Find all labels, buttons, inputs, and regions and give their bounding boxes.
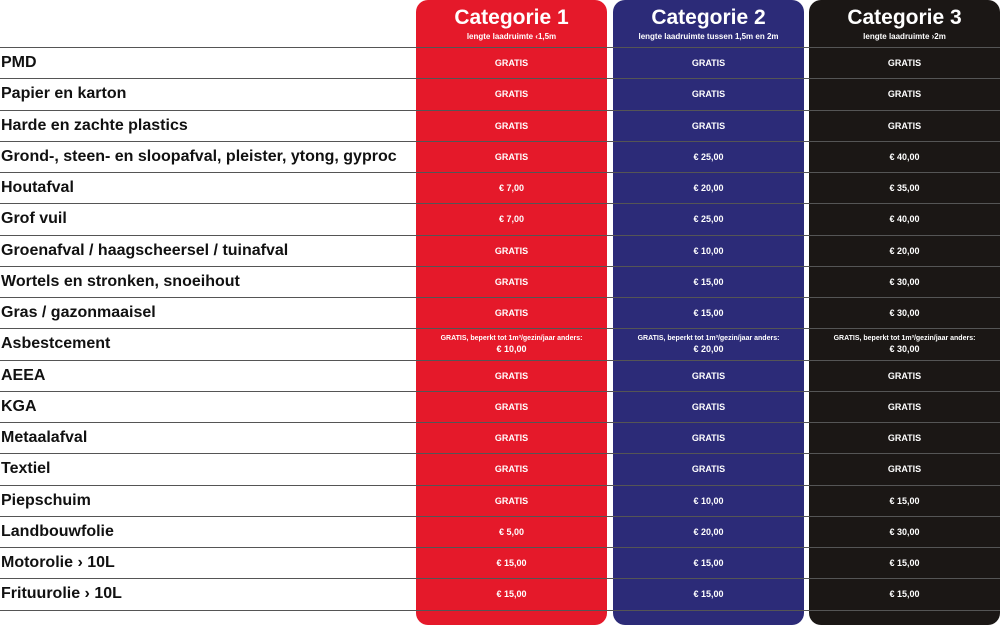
price-cell: GRATIS	[691, 370, 726, 381]
price-cell: GRATIS	[494, 151, 529, 162]
waste-type-label: KGA	[1, 397, 37, 415]
waste-type-label: AEEA	[1, 366, 46, 384]
price-cell: € 35,00	[889, 182, 920, 193]
price-cell: € 15,00	[889, 495, 920, 506]
price-cell: GRATIS	[887, 432, 922, 443]
price-note: GRATIS, beperkt tot 1m³/gezin/jaar anders:	[440, 334, 583, 342]
price-cell: € 15,00	[693, 276, 724, 287]
price-cell: GRATIS	[691, 57, 726, 68]
price-cell: € 15,00	[889, 557, 920, 568]
price-cell: € 30,00	[889, 526, 920, 537]
price-cell	[416, 328, 607, 359]
price-cell: € 10,00	[693, 245, 724, 256]
price-cell: GRATIS	[887, 120, 922, 131]
price-cell: GRATIS	[494, 307, 529, 318]
waste-type-label: Grond-, steen- en sloopafval, pleister, ytong, gyproc	[1, 147, 397, 165]
price-cell: € 7,00	[498, 182, 525, 193]
waste-type-label: PMD	[1, 53, 37, 71]
price-cell: € 7,00	[498, 213, 525, 224]
price-cell: GRATIS	[691, 88, 726, 99]
price-value: € 20,00	[693, 343, 724, 354]
waste-type-label: Metaalafval	[1, 428, 88, 446]
price-cell: € 15,00	[496, 557, 527, 568]
price-cell: GRATIS	[494, 463, 529, 474]
price-cell: € 15,00	[693, 307, 724, 318]
waste-type-label: Frituurolie › 10L	[1, 584, 122, 602]
waste-type-label: Piepschuim	[1, 491, 91, 509]
category-2-title: Categorie 2	[651, 6, 766, 29]
price-cell: GRATIS	[494, 495, 529, 506]
price-cell: GRATIS	[494, 245, 529, 256]
price-cell: € 5,00	[498, 526, 525, 537]
price-cell: € 30,00	[889, 276, 920, 287]
waste-type-label: Harde en zachte plastics	[1, 116, 188, 134]
price-cell: € 40,00	[889, 151, 920, 162]
price-cell: GRATIS	[887, 401, 922, 412]
price-cell: € 20,00	[693, 526, 724, 537]
waste-type-label: Papier en karton	[1, 84, 127, 102]
waste-type-label: Wortels en stronken, snoeihout	[1, 272, 240, 290]
waste-type-label: Grof vuil	[1, 209, 67, 227]
category-1-column	[416, 0, 607, 625]
price-cell: GRATIS	[691, 463, 726, 474]
price-cell: € 40,00	[889, 213, 920, 224]
price-cell: GRATIS	[887, 88, 922, 99]
category-3-title: Categorie 3	[847, 6, 962, 29]
waste-type-label: Textiel	[1, 459, 51, 477]
price-cell: € 10,00	[693, 495, 724, 506]
category-1-title: Categorie 1	[454, 6, 569, 29]
price-cell: € 15,00	[693, 588, 724, 599]
price-cell	[613, 328, 804, 359]
price-cell: GRATIS	[691, 120, 726, 131]
category-2-header	[613, 0, 804, 47]
price-cell: GRATIS	[494, 401, 529, 412]
price-cell: € 15,00	[496, 588, 527, 599]
price-cell: GRATIS	[494, 432, 529, 443]
price-note: GRATIS, beperkt tot 1m³/gezin/jaar anders:	[637, 334, 780, 342]
price-cell: GRATIS	[494, 370, 529, 381]
price-cell: € 30,00	[889, 307, 920, 318]
category-1-subtitle: lengte laadruimte ‹1,5m	[466, 32, 557, 41]
waste-type-label: Landbouwfolie	[1, 522, 114, 540]
row-divider	[0, 610, 1000, 611]
waste-type-label: Asbestcement	[1, 334, 111, 352]
price-cell: GRATIS	[691, 432, 726, 443]
price-value: € 30,00	[889, 343, 920, 354]
price-cell	[809, 328, 1000, 359]
price-cell: GRATIS	[494, 88, 529, 99]
price-cell: € 20,00	[889, 245, 920, 256]
category-2-subtitle: lengte laadruimte tussen 1,5m en 2m	[638, 32, 779, 41]
price-value: € 10,00	[496, 343, 527, 354]
price-cell: € 25,00	[693, 151, 724, 162]
price-cell: GRATIS	[691, 401, 726, 412]
waste-type-label: Houtafval	[1, 178, 74, 196]
price-note: GRATIS, beperkt tot 1m³/gezin/jaar anders:	[833, 334, 976, 342]
price-cell: GRATIS	[887, 57, 922, 68]
price-cell: GRATIS	[494, 276, 529, 287]
price-cell: € 25,00	[693, 213, 724, 224]
price-cell: GRATIS	[887, 463, 922, 474]
price-cell: GRATIS	[887, 370, 922, 381]
price-cell: GRATIS	[494, 120, 529, 131]
price-cell: € 15,00	[693, 557, 724, 568]
waste-type-label: Gras / gazonmaaisel	[1, 303, 156, 321]
category-1-header	[416, 0, 607, 47]
category-2-column	[613, 0, 804, 625]
category-3-column	[809, 0, 1000, 625]
category-3-subtitle: lengte laadruimte ›2m	[863, 32, 946, 41]
waste-type-label: Groenafval / haagscheersel / tuinafval	[1, 241, 289, 259]
waste-type-label: Motorolie › 10L	[1, 553, 115, 571]
price-cell: € 15,00	[889, 588, 920, 599]
price-cell: € 20,00	[693, 182, 724, 193]
price-cell: GRATIS	[494, 57, 529, 68]
category-3-header	[809, 0, 1000, 47]
